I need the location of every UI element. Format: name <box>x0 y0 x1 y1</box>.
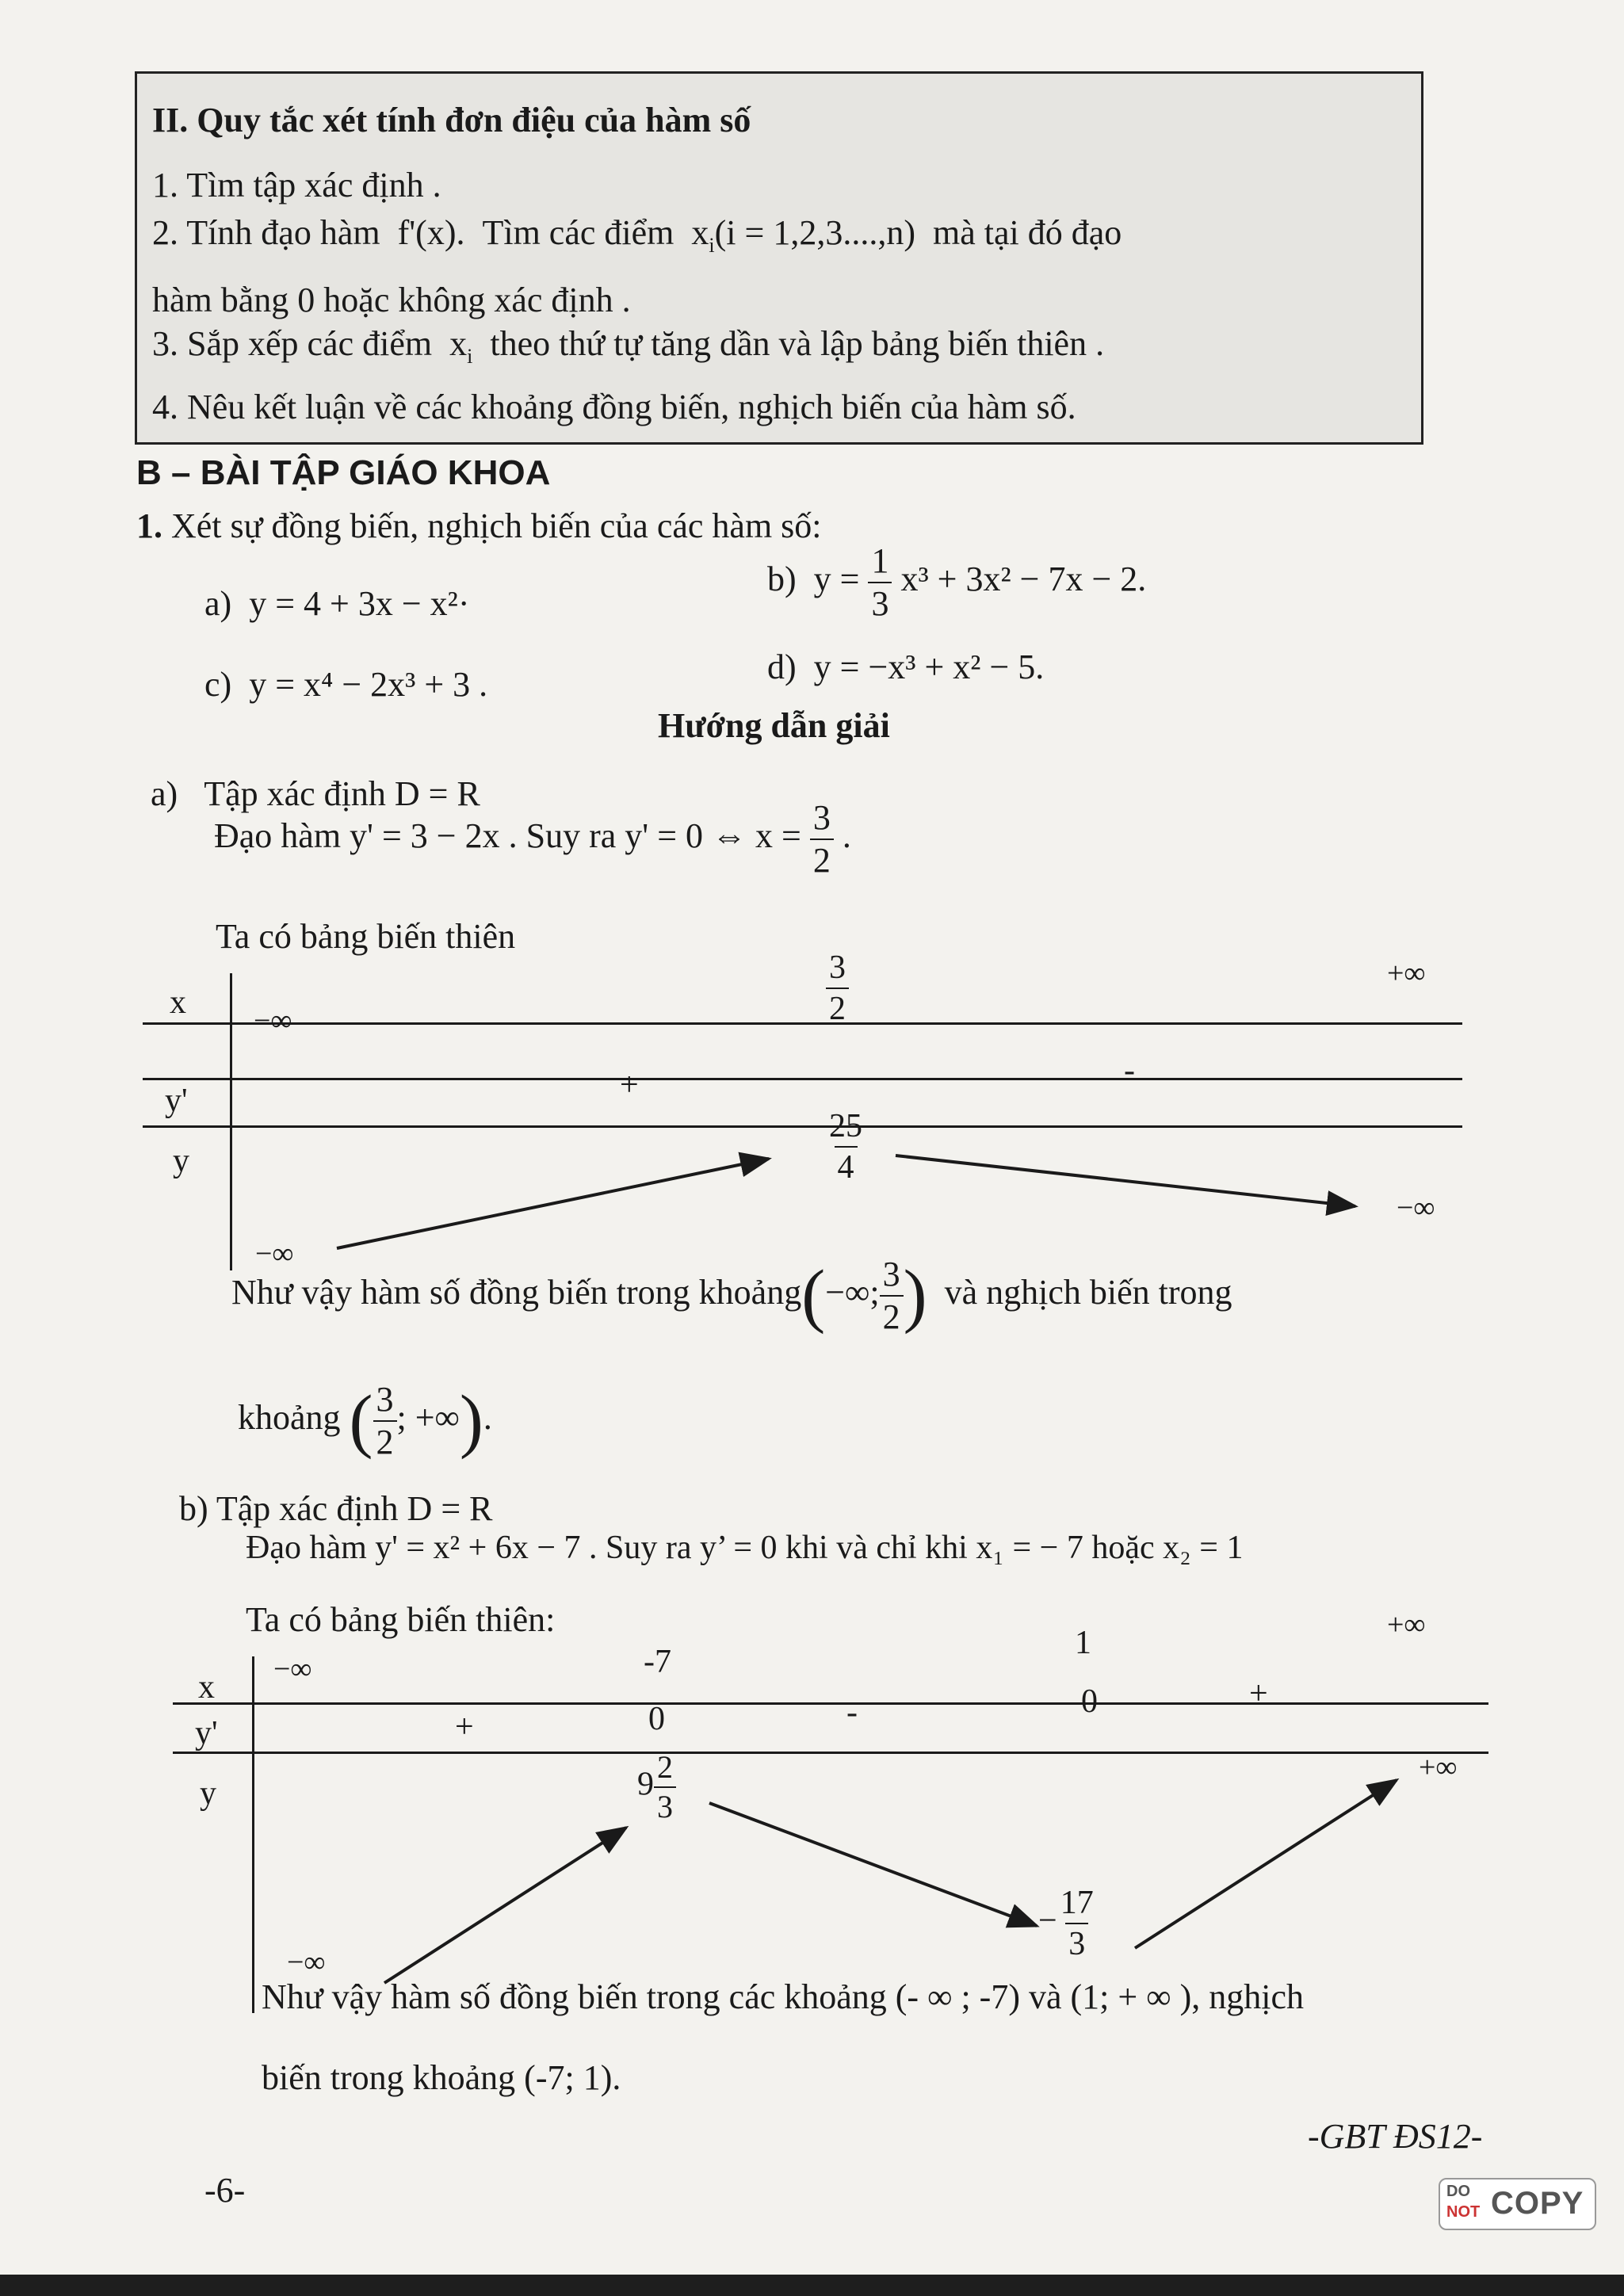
table-b-zero-1: 0 <box>648 1701 665 1737</box>
guide-title: Hướng dẫn giải <box>658 706 890 745</box>
part-a-concl2-right: ; +∞ <box>396 1398 460 1438</box>
rules-step-1: 1. Tìm tập xác định . <box>152 166 441 204</box>
exercise-1b-rest: x³ + 3x² − 7x − 2. <box>900 560 1147 599</box>
part-a-concl1-prefix: Như vậy hàm số đồng biến trong khoảng <box>231 1273 802 1312</box>
rules-step-2b: hàm bằng 0 hoặc không xác định . <box>152 281 631 319</box>
part-b-conclusion-1: Như vậy hàm số đồng biến trong các khoảng (- ∞ ; -7) và (1; + ∞ ), nghịch <box>262 1977 1304 2016</box>
rules-title: II. Quy tắc xét tính đơn điệu của hàm số <box>152 101 751 139</box>
exercise-1b-num: 1 <box>871 541 889 580</box>
table-b-y-label: y <box>200 1775 216 1812</box>
table-a-x-left: −∞ <box>254 1004 292 1037</box>
table-b-y-min-sign: − <box>1038 1902 1057 1939</box>
rules-step-2a-xi-sub: i <box>709 233 715 257</box>
table-b-x-p1: -7 <box>644 1644 671 1680</box>
rules-step-2a-xi: x <box>691 213 709 252</box>
part-a-concl2-den: 2 <box>373 1420 397 1460</box>
part-b-conclusion-2: biến trong khoảng (-7; 1). <box>262 2058 621 2097</box>
exercise-1a-label: a) <box>204 584 232 623</box>
table-b-x-left: −∞ <box>273 1652 312 1686</box>
table-b-y-max-int: 9 <box>637 1766 654 1803</box>
table-a-arrow-up <box>337 1159 769 1248</box>
table-a-y-label: y <box>173 1143 189 1179</box>
part-b-domain: b) Tập xác định D = R <box>179 1489 493 1528</box>
table-a-x-critical-num: 3 <box>829 949 846 986</box>
rules-step-2a-mid: Tìm các điểm <box>482 213 674 252</box>
table-a-y-max-num: 25 <box>829 1108 862 1144</box>
rules-step-2a-range: (i = 1,2,3....,n) <box>714 213 915 252</box>
table-b-arrow-up-1 <box>384 1828 626 1983</box>
exercise-1d-label: d) <box>767 648 797 686</box>
table-a-sign-plus: + <box>620 1067 639 1103</box>
exercise-1b-prefix: y = <box>813 560 860 599</box>
table-b-zero-2: 0 <box>1081 1683 1098 1720</box>
table-b-y-max-den: 3 <box>654 1786 676 1823</box>
rules-step-3-suffix: theo thứ tự tăng dần và lập bảng biến thiên . <box>490 324 1105 363</box>
part-a-domain-text: Tập xác định D = R <box>204 774 480 813</box>
paren-open: ( <box>349 1381 373 1460</box>
do-not-copy-logo <box>1439 2178 1596 2230</box>
exercise-1-number: 1. <box>136 506 162 545</box>
table-a-y-left: −∞ <box>255 1237 294 1270</box>
part-a-concl2-prefix: khoảng <box>238 1398 341 1438</box>
bottom-scan-band <box>0 2275 1624 2296</box>
part-a-concl1-left: −∞; <box>825 1273 880 1312</box>
table-b-y-left: −∞ <box>287 1946 326 1979</box>
paren-close: ) <box>459 1381 483 1460</box>
exercise-1c-label: c) <box>204 665 232 704</box>
table-a-arrow-down <box>896 1156 1355 1206</box>
table-a-x-label: x <box>170 984 186 1021</box>
table-b-yprime-label: y' <box>195 1715 218 1752</box>
part-a-concl2-end: . <box>483 1398 492 1438</box>
page-number: -6- <box>204 2171 246 2210</box>
part-b-table-intro: Ta có bảng biến thiên: <box>246 1600 556 1639</box>
rules-step-3-prefix: 3. Sắp xếp các điểm <box>152 324 433 363</box>
part-a-deriv-den: 2 <box>810 839 834 878</box>
exercise-1c-expr: y = x⁴ − 2x³ + 3 . <box>249 665 488 704</box>
part-b-derivative: Đạo hàm y' = x² + 6x − 7 . Suy ra y’ = 0 khi và chỉ khi x₁ = − 7 hoặc x₂ = 1 <box>246 1530 1244 1566</box>
rules-step-3-xi-sub: i <box>467 344 473 368</box>
table-a-sign-minus: - <box>1124 1052 1135 1089</box>
paren-close: ) <box>903 1256 927 1335</box>
table-a-x-critical-den: 2 <box>826 988 849 1026</box>
table-b-arrow-up-2 <box>1135 1780 1397 1948</box>
rules-step-2a-prefix: 2. Tính đạo hàm <box>152 213 380 252</box>
exercise-1b-den: 3 <box>868 582 892 621</box>
table-a-x-right: +∞ <box>1387 957 1426 990</box>
logo-do: DO <box>1446 2183 1470 2200</box>
rules-step-4: 4. Nêu kết luận về các khoảng đồng biến, nghịch biến của hàm số. <box>152 388 1076 426</box>
exercise-1-text: Xét sự đồng biến, nghịch biến của các hàm số: <box>171 506 822 545</box>
exercise-1a-expr: y = 4 + 3x − x²· <box>249 584 470 623</box>
exercise-1b-label: b) <box>767 560 797 599</box>
table-b-y-right: +∞ <box>1419 1751 1458 1784</box>
table-b-x-label: x <box>198 1669 215 1706</box>
rules-step-3-xi: x <box>449 324 468 363</box>
table-a-y-max-den: 4 <box>835 1146 858 1184</box>
part-a-deriv-prefix: Đạo hàm y' = 3 − 2x . Suy ra y' = 0 ⇔ x = <box>214 816 801 856</box>
table-b-sign-3: + <box>1249 1675 1268 1712</box>
part-a-deriv-end: . <box>842 816 851 856</box>
part-a-deriv-num: 3 <box>812 798 831 837</box>
table-b-x-right: +∞ <box>1387 1608 1426 1641</box>
part-a-concl1-den: 2 <box>880 1295 904 1335</box>
logo-copy: COPY <box>1491 2186 1584 2221</box>
rules-step-2a-fx: f'(x). <box>397 213 465 252</box>
paren-open: ( <box>801 1256 826 1335</box>
table-b-y-min-den: 3 <box>1065 1923 1088 1961</box>
part-a-label: a) <box>151 774 178 813</box>
logo-not: NOT <box>1446 2203 1481 2221</box>
table-a-yprime-label: y' <box>165 1083 188 1119</box>
footer-series-label: -GBT ĐS12- <box>1308 2117 1483 2156</box>
table-b-x-p2: 1 <box>1075 1625 1091 1661</box>
exercise-1d-expr: y = −x³ + x² − 5. <box>813 648 1045 686</box>
table-b-y-min-num: 17 <box>1060 1885 1094 1921</box>
part-a-concl2-num: 3 <box>376 1380 394 1419</box>
table-a-y-right: −∞ <box>1397 1191 1435 1224</box>
part-a-concl1-suffix: và nghịch biến trong <box>944 1273 1232 1312</box>
part-a-concl1-num: 3 <box>882 1255 900 1293</box>
table-b-sign-1: + <box>455 1709 474 1745</box>
table-b-sign-2: - <box>846 1694 858 1731</box>
rules-step-2a-suffix: mà tại đó đạo <box>932 213 1122 252</box>
section-b-title: B – BÀI TẬP GIÁO KHOA <box>136 453 551 492</box>
table-b-y-max-num: 2 <box>657 1749 673 1785</box>
table-b-arrow-down <box>709 1803 1037 1926</box>
part-a-table-intro: Ta có bảng biến thiên <box>216 917 516 956</box>
